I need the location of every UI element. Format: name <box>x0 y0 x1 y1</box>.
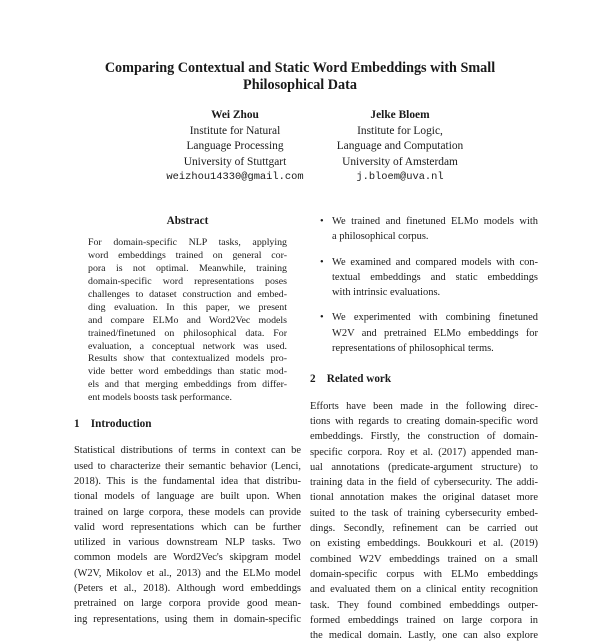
related-work-body <box>310 399 538 643</box>
abstract-line: and compare ELMo and Word2Vec models <box>88 314 287 326</box>
body-line: the medical domain. Lastly, one can also explore <box>310 630 538 642</box>
body-line: dings. Secondly, refinement can be carried out <box>310 523 538 535</box>
author-email: j.bloem@uva.nl <box>356 171 444 183</box>
section-heading-related-work: 2 Related work <box>310 373 392 386</box>
body-line: 2018). This is the fundamental idea that distribu- <box>74 475 301 487</box>
bullet-icon: • <box>320 256 324 268</box>
body-line: ing representations, using them in domain-specific <box>74 613 301 625</box>
abstract-body <box>88 237 287 405</box>
body-line: tional models of language are built upon. When <box>74 491 301 503</box>
body-line: ual annotations (predicate-argument structure) to <box>310 461 538 473</box>
body-line: training data in the field of cybersecurity. The addi- <box>310 477 538 489</box>
bullet-icon: • <box>320 216 324 227</box>
abstract-line: word embeddings trained on general cor- <box>88 250 287 262</box>
abstract-line: domain-specific word representations poses <box>88 276 287 288</box>
body-line: used to characterize their semantic behavior (Lenci, <box>74 460 301 472</box>
body-line: specific corpora. Roy et al. (2017) appended man- <box>310 446 538 458</box>
section-heading-introduction: 1 Introduction <box>74 418 152 431</box>
author-affiliation-line: University of Stuttgart <box>183 155 287 168</box>
body-line: combined W2V embeddings trained on a small <box>310 553 538 565</box>
list-item-line: representations of philosophical terms. <box>332 343 494 355</box>
abstract-line: challenges to dataset construction and embed- <box>88 288 287 300</box>
right-column <box>310 214 538 643</box>
body-line: formed embeddings trained on large corpora in <box>310 614 538 626</box>
paper-title <box>60 60 540 94</box>
abstract-line: ent models boosts task performance. <box>88 392 232 404</box>
bullet-icon: • <box>320 312 324 324</box>
body-line: suited to the task of training cybersecurity embed- <box>310 507 538 519</box>
author-affiliation-line: Institute for Logic, <box>357 124 443 137</box>
list-item-line: We examined and compared models with con- <box>332 256 538 268</box>
author-affiliation-line: Language Processing <box>186 140 284 152</box>
abstract-line: Results show that contextualized models pro- <box>88 353 287 365</box>
abstract-line: For domain-specific NLP tasks, applying <box>88 237 287 249</box>
list-item-line: textual embeddings and static embeddings <box>332 271 538 283</box>
introduction-body <box>74 443 301 627</box>
author-affiliation-line: Institute for Natural <box>189 124 281 137</box>
body-line: Efforts have been made in the following direc- <box>310 400 538 412</box>
left-column <box>74 214 301 627</box>
list-item <box>310 214 538 245</box>
body-line: common models are Word2Vec's skipgram model <box>74 552 301 564</box>
title-line-2: Philosophical Data <box>243 77 357 93</box>
body-line: domain-specific corpus with ELMo embeddings <box>310 568 538 580</box>
body-line: embeddings. Firstly, the construction of domain- <box>310 431 538 443</box>
list-item <box>310 255 538 301</box>
body-line: (W2V, Mikolov et al., 2013) and the ELMo model <box>74 567 301 579</box>
body-line: and evaluated them on a clinical entity recognition <box>310 584 538 596</box>
author-block-2 <box>300 108 500 186</box>
list-item-line: We experimented with combining finetuned <box>332 312 538 324</box>
body-line: (Peters et al., 2018). Although word embeddings <box>74 583 301 595</box>
body-line: task. They found combined embeddings outper- <box>310 599 538 611</box>
abstract-line: ding evaluation. In this paper, we present <box>88 301 287 313</box>
list-item-line: W2V and pretrained ELMo embeddings for <box>332 327 538 339</box>
body-line: trained on large corpora, these models can provide <box>74 506 301 518</box>
list-item <box>310 310 538 356</box>
list-item-line: a philosophical corpus. <box>332 231 429 243</box>
contributions-list <box>310 214 538 356</box>
author-name: Wei Zhou <box>211 109 259 121</box>
body-line: valid word representations which can be further <box>74 521 301 533</box>
body-line: on existing embeddings. Boukkouri et al. (2019) <box>310 538 538 550</box>
author-affiliation-line: Language and Computation <box>336 140 464 152</box>
title-line-1: Comparing Contextual and Static Word Embeddings with Small <box>104 60 496 76</box>
abstract-heading: Abstract <box>166 215 209 227</box>
author-email: weizhou14330@gmail.com <box>166 171 304 183</box>
abstract-line: els and that merging embeddings from differ- <box>88 379 287 391</box>
body-line: tions with regards to creating domain-specific word <box>310 415 538 427</box>
abstract-line: evaluation, a conceptual network was used. <box>88 340 287 352</box>
abstract-line: trained/finetuned on philosophical data. For <box>88 327 287 339</box>
author-affiliation-line: University of Amsterdam <box>342 155 458 168</box>
body-line: pretrained on large corpora provide good mean- <box>74 598 301 610</box>
body-line: tional annotation makes the original dataset more <box>310 492 538 504</box>
body-line: Statistical distributions of terms in context can be <box>74 445 301 457</box>
abstract-line: vide better word embeddings than static mod- <box>88 366 287 378</box>
abstract-line: pora is not optimal. Meanwhile, training <box>88 263 287 275</box>
body-line: utilized in various downstream NLP tasks. Two <box>74 537 301 549</box>
list-item-line: with intrinsic evaluations. <box>332 287 441 299</box>
list-item-line: We trained and finetuned ELMo models with <box>332 216 538 227</box>
author-name: Jelke Bloem <box>370 109 430 121</box>
